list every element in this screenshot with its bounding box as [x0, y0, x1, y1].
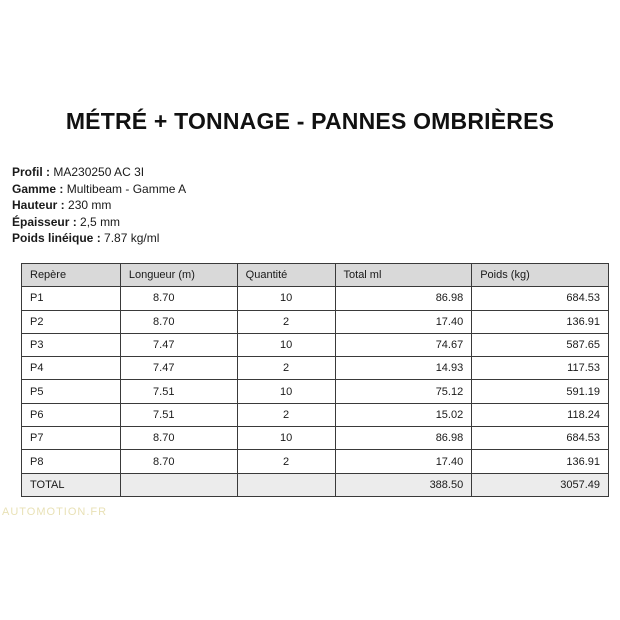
cell-longueur: 8.70 — [120, 450, 237, 473]
cell-quantite: 10 — [237, 333, 335, 356]
spec-label: Épaisseur — [12, 214, 70, 229]
spec-label: Profil — [12, 165, 43, 179]
cell-longueur: 8.70 — [120, 287, 237, 310]
total-label: TOTAL — [22, 473, 121, 496]
total-empty-longueur — [120, 473, 237, 496]
cell-total-ml: 14.93 — [335, 357, 472, 380]
table-row — [22, 357, 609, 380]
header-quantite: Quantité — [237, 264, 335, 287]
cell-poids: 591.19 — [472, 380, 609, 403]
table-row — [22, 450, 609, 473]
cell-poids: 684.53 — [472, 287, 609, 310]
cell-poids: 136.91 — [472, 310, 609, 333]
spec-value: 230 mm — [68, 198, 112, 212]
cell-total-ml: 86.98 — [335, 287, 472, 310]
table-row — [22, 287, 609, 310]
table-row — [22, 380, 609, 403]
spec-poids-lineique: Poids linéique : 7.87 kg/ml — [12, 231, 160, 245]
header-longueur: Longueur (m) — [120, 264, 237, 287]
cell-longueur: 7.47 — [120, 357, 237, 380]
total-ml: 388.50 — [335, 473, 472, 496]
cell-repere: P2 — [22, 310, 121, 333]
cell-repere: P7 — [22, 427, 121, 450]
cell-repere: P6 — [22, 403, 121, 426]
cell-quantite: 10 — [237, 380, 335, 403]
table-row — [22, 310, 609, 333]
cell-total-ml: 15.02 — [335, 403, 472, 426]
cell-total-ml: 17.40 — [335, 450, 472, 473]
cell-longueur: 8.70 — [120, 427, 237, 450]
cell-repere: P4 — [22, 357, 121, 380]
cell-quantite: 2 — [237, 403, 335, 426]
spec-profil: Profil : MA230250 AC 3I — [12, 165, 145, 179]
table-header-row — [22, 264, 609, 287]
cell-quantite: 10 — [237, 427, 335, 450]
spec-value: 7.87 kg/ml — [104, 231, 160, 245]
cell-repere: P8 — [22, 450, 121, 473]
spec-label: Hauteur — [12, 198, 58, 212]
cell-repere: P3 — [22, 333, 121, 356]
document-title: MÉTRÉ + TONNAGE - PANNES OMBRIÈRES — [65, 108, 555, 134]
table-row — [22, 403, 609, 426]
spec-gamme: Gamme : Multibeam - Gamme A — [12, 181, 187, 196]
spec-label: Poids linéique — [12, 231, 94, 245]
cell-quantite: 2 — [237, 357, 335, 380]
spec-label: Gamme — [12, 181, 57, 196]
total-row — [22, 473, 609, 496]
cell-repere: P5 — [22, 380, 121, 403]
total-poids: 3057.49 — [472, 473, 609, 496]
spec-hauteur: Hauteur : 230 mm — [12, 198, 112, 212]
cell-longueur: 7.51 — [120, 403, 237, 426]
cell-total-ml: 86.98 — [335, 427, 472, 450]
cell-poids: 136.91 — [472, 450, 609, 473]
cell-quantite: 2 — [237, 450, 335, 473]
spec-value: MA230250 AC 3I — [53, 165, 145, 179]
table-row — [22, 427, 609, 450]
cell-quantite: 2 — [237, 310, 335, 333]
cell-poids: 117.53 — [472, 357, 609, 380]
cell-repere: P1 — [22, 287, 121, 310]
spec-value: Multibeam - Gamme A — [66, 181, 187, 196]
cell-total-ml: 74.67 — [335, 333, 472, 356]
spec-list — [12, 164, 186, 247]
spec-epaisseur: Épaisseur : 2,5 mm — [12, 214, 121, 229]
cell-total-ml: 17.40 — [335, 310, 472, 333]
table-row — [22, 333, 609, 356]
total-empty-quantite — [237, 473, 335, 496]
tonnage-table — [21, 263, 609, 497]
watermark: AUTOMOTION.FR — [2, 506, 108, 518]
header-poids: Poids (kg) — [472, 264, 609, 287]
spec-value: 2,5 mm — [80, 214, 121, 229]
cell-longueur: 8.70 — [120, 310, 237, 333]
cell-longueur: 7.47 — [120, 333, 237, 356]
cell-poids: 684.53 — [472, 427, 609, 450]
cell-quantite: 10 — [237, 287, 335, 310]
cell-total-ml: 75.12 — [335, 380, 472, 403]
cell-poids: 587.65 — [472, 333, 609, 356]
cell-poids: 118.24 — [472, 403, 609, 426]
header-total-ml: Total ml — [335, 264, 472, 287]
header-repere: Repère — [22, 264, 121, 287]
cell-longueur: 7.51 — [120, 380, 237, 403]
